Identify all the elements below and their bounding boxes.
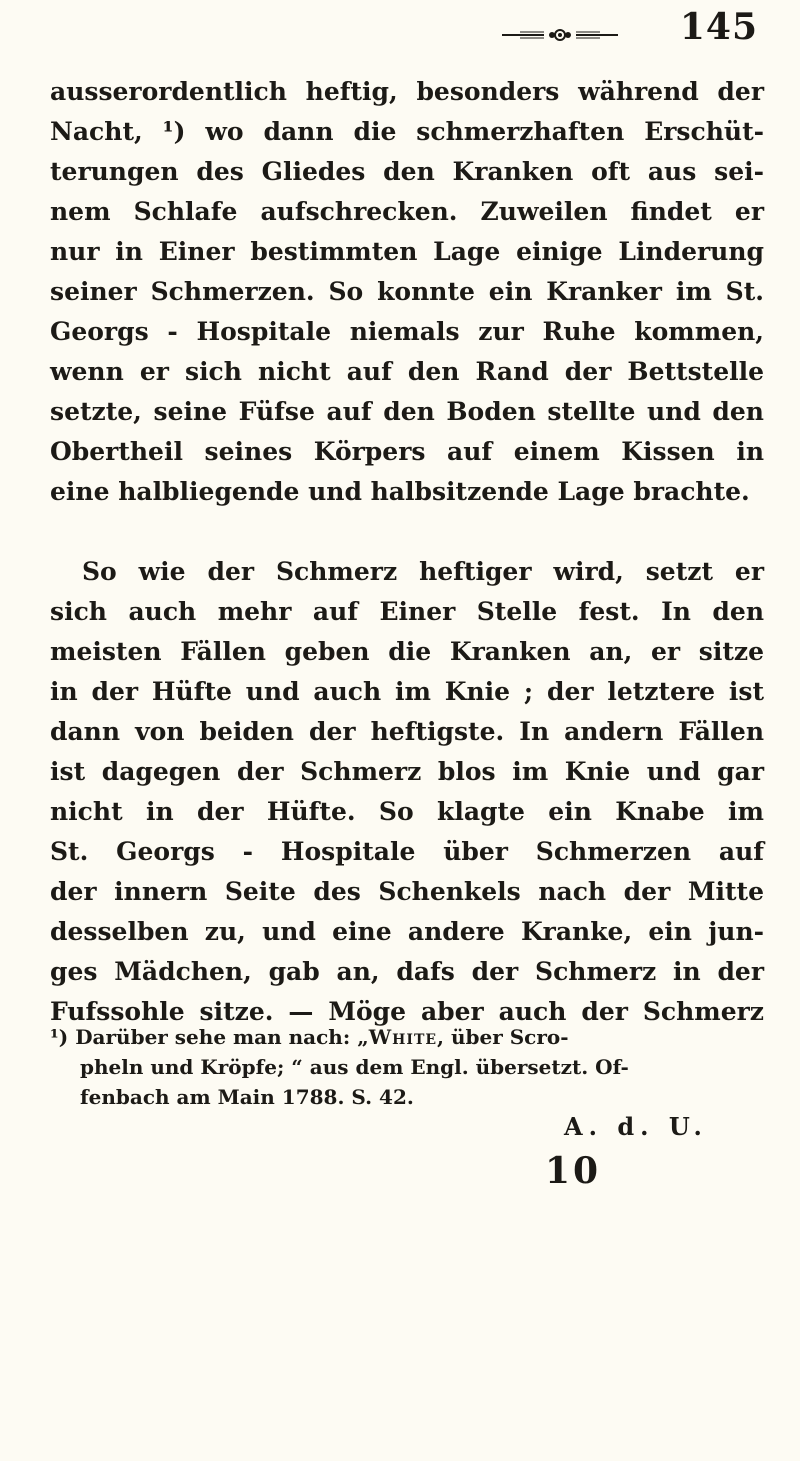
footnote-line: fenbach am Main 1788. S. 42. [80, 1085, 414, 1109]
text-line: ist dagegen der Schmerz blos im Knie und gar [50, 757, 764, 786]
text-line: Obertheil seines Körpers auf einem Kissen in [50, 437, 764, 466]
footnote-text: Darüber sehe man nach: „ [75, 1025, 369, 1049]
footnote-author: White [368, 1025, 438, 1049]
paragraph-gap [50, 512, 764, 552]
text-line: nicht in der Hüfte. So klagte ein Knabe im [50, 797, 764, 826]
footnote-line: pheln und Kröpfe; “ aus dem Engl. übersetzt. Of- [80, 1055, 629, 1079]
text-line: Nacht, ¹) wo dann die schmerzhaften Erschüt- [50, 117, 764, 146]
paragraph-1 [50, 72, 764, 512]
signature-mark: 10 [545, 1150, 602, 1192]
main-text [50, 72, 764, 1032]
text-line: terungen des Gliedes den Kranken oft aus sei- [50, 157, 764, 186]
footnote-text: , über Scro- [437, 1025, 569, 1049]
text-line: in der Hüfte und auch im Knie ; der letztere ist [50, 677, 764, 706]
text-line: Fufssohle sitze. — Möge aber auch der Schmerz [50, 997, 764, 1026]
text-line: setzte, seine Füfse auf den Boden stellte und den [50, 397, 764, 426]
text-line: sich auch mehr auf Einer Stelle fest. In den [50, 597, 764, 626]
text-line: meisten Fällen geben die Kranken an, er sitze [50, 637, 764, 666]
text-line: St. Georgs - Hospitale über Schmerzen auf [50, 837, 764, 866]
text-line: eine halbliegende und halbsitzende Lage brachte. [50, 477, 750, 506]
text-line: So wie der Schmerz heftiger wird, setzt er [82, 557, 764, 586]
text-line: dann von beiden der heftigste. In andern Fällen [50, 717, 764, 746]
text-line: Georgs - Hospitale niemals zur Ruhe kommen, [50, 317, 764, 346]
text-line: nem Schlafe aufschrecken. Zuweilen findet er [50, 197, 764, 226]
text-line: nur in Einer bestimmten Lage einige Linderung [50, 237, 764, 266]
text-line: ges Mädchen, gab an, dafs der Schmerz in der [50, 957, 764, 986]
footnote [50, 1022, 764, 1112]
paragraph-2 [50, 552, 764, 1032]
page-header [500, 6, 770, 58]
footnote-line [50, 1022, 764, 1052]
text-line: desselben zu, und eine andere Kranke, ein jun- [50, 917, 764, 946]
text-line: der innern Seite des Schenkels nach der Mitte [50, 877, 764, 906]
text-line: ausserordentlich heftig, besonders während der [50, 77, 764, 106]
text-line: seiner Schmerzen. So konnte ein Kranker im St. [50, 277, 764, 306]
translator-signature: A. d. U. [564, 1112, 708, 1141]
footnote-marker: ¹) [50, 1025, 69, 1049]
ornament-rule-icon [500, 28, 620, 42]
page-number: 145 [679, 6, 758, 48]
text-line: wenn er sich nicht auf den Rand der Bettstelle [50, 357, 764, 386]
